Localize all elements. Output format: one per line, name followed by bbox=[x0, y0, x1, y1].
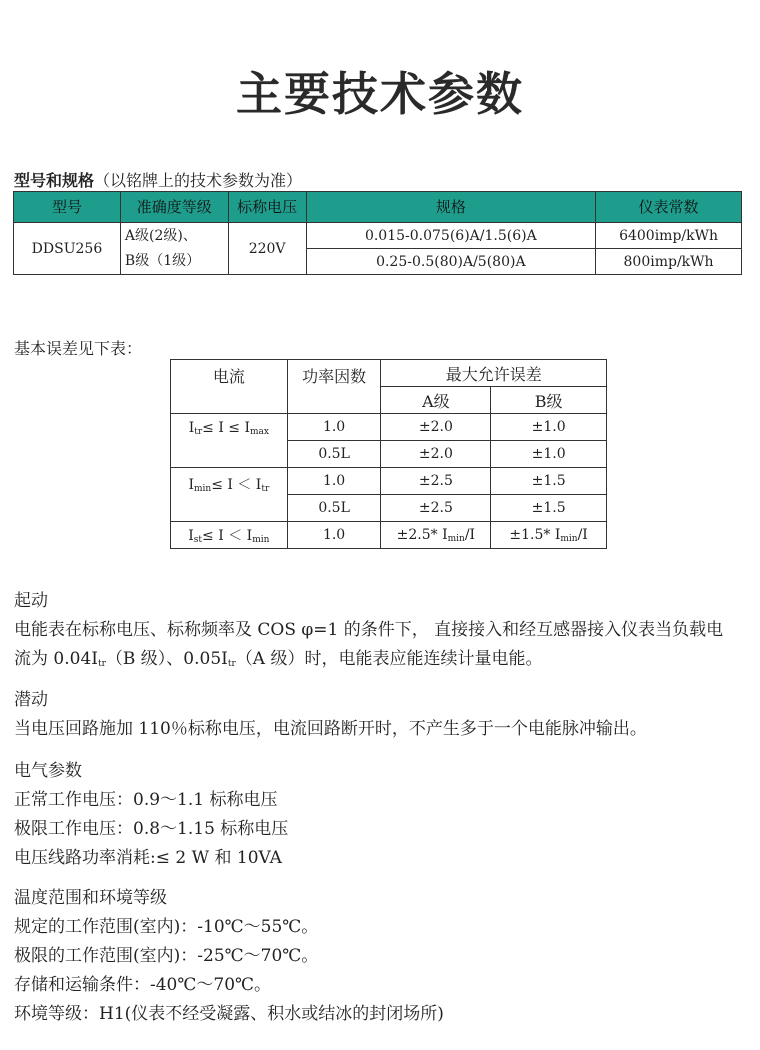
head-max-err: 最大允许误差 bbox=[381, 360, 607, 387]
model-cell: DDSU256 bbox=[14, 223, 121, 275]
col-constant: 仪表常数 bbox=[596, 192, 742, 223]
pf-cell: 1.0 bbox=[287, 468, 381, 495]
spec-cell: 0.25-0.5(80)A/5(80)A bbox=[306, 249, 596, 275]
table-row bbox=[171, 468, 607, 495]
startup-text: （B 级）、0.05I bbox=[105, 649, 228, 669]
spec-table bbox=[13, 191, 742, 275]
a-val: ±2.5* I bbox=[396, 526, 448, 543]
cur-sub: min bbox=[193, 484, 212, 494]
a-cell: ±2.5 bbox=[381, 495, 491, 522]
pf-cell: 1.0 bbox=[287, 522, 381, 549]
cur-sub: min bbox=[252, 535, 270, 545]
pf-cell: 0.5L bbox=[287, 495, 381, 522]
cur-sym: I bbox=[188, 528, 194, 544]
temperature-line: 规定的工作范围(室内)：-10℃～55℃。 bbox=[14, 917, 319, 937]
cur-sub: tr bbox=[261, 484, 270, 494]
b-sub: min bbox=[560, 533, 578, 544]
electrical-heading: 电气参数 bbox=[14, 761, 82, 781]
spec-header-row bbox=[14, 192, 742, 223]
current-range bbox=[171, 522, 288, 549]
startup-sub: tr bbox=[227, 659, 236, 669]
electrical-line: 电压线路功率消耗:≤ 2 W 和 10VA bbox=[14, 848, 282, 868]
creep-section bbox=[14, 686, 647, 744]
cur-sym: I bbox=[188, 477, 194, 493]
startup-line-2 bbox=[14, 645, 723, 679]
startup-heading: 起动 bbox=[14, 591, 48, 611]
creep-text: 当电压回路施加 110％标称电压，电流回路断开时，不产生多于一个电能脉冲输出。 bbox=[14, 719, 647, 739]
startup-sub: tr bbox=[97, 659, 106, 669]
a-cell: ±2.0 bbox=[381, 441, 491, 468]
pf-cell: 0.5L bbox=[287, 441, 381, 468]
cur-op: ≤ I ＜ I bbox=[202, 528, 253, 544]
cur-sub: st bbox=[193, 535, 203, 545]
electrical-section bbox=[14, 757, 288, 873]
cur-sym: I bbox=[188, 420, 195, 436]
spec-cell: 0.015-0.075(6)A/1.5(6)A bbox=[306, 223, 596, 249]
cur-sub: max bbox=[250, 427, 269, 437]
startup-text: （A 级）时，电能表应能连续计量电能。 bbox=[235, 649, 543, 669]
table-row bbox=[171, 414, 607, 441]
temperature-heading: 温度范围和环境等级 bbox=[14, 888, 167, 908]
temperature-line: 存储和运输条件：-40℃～70℃。 bbox=[14, 975, 272, 995]
head-a: A级 bbox=[381, 387, 491, 414]
error-table bbox=[170, 359, 607, 549]
startup-text: 流为 0.04I bbox=[14, 649, 98, 669]
b-cell: ±1.0 bbox=[491, 414, 607, 441]
head-pf: 功率因数 bbox=[287, 360, 381, 414]
spec-row bbox=[14, 223, 742, 249]
b-cell: ±1.0 bbox=[491, 441, 607, 468]
a-sub: min bbox=[447, 533, 465, 544]
temperature-section bbox=[14, 884, 444, 1029]
constant-cell: 800imp/kWh bbox=[596, 249, 742, 275]
cur-op: ≤ I ≤ I bbox=[202, 420, 251, 436]
a-cell: ±2.5 bbox=[381, 468, 491, 495]
electrical-line: 正常工作电压：0.9～1.1 标称电压 bbox=[14, 790, 278, 810]
electrical-line: 极限工作电压：0.8～1.15 标称电压 bbox=[14, 819, 289, 839]
current-range bbox=[171, 414, 288, 468]
col-spec: 规格 bbox=[306, 192, 596, 223]
current-range bbox=[171, 468, 288, 522]
startup-section bbox=[14, 587, 723, 679]
accuracy-cell bbox=[120, 223, 228, 275]
col-model: 型号 bbox=[14, 192, 121, 223]
col-voltage: 标称电压 bbox=[228, 192, 306, 223]
table-row bbox=[171, 522, 607, 549]
spec-heading-note: （以铭牌上的技术参数为准） bbox=[94, 171, 303, 190]
error-header-row bbox=[171, 360, 607, 387]
temperature-line: 极限的工作范围(室内)：-25℃～70℃。 bbox=[14, 946, 319, 966]
page-title: 主要技术参数 bbox=[236, 67, 524, 121]
a-tail: /I bbox=[464, 526, 476, 543]
b-val: ±1.5* I bbox=[509, 526, 561, 543]
constant-cell: 6400imp/kWh bbox=[596, 223, 742, 249]
a-cell: ±2.0 bbox=[381, 414, 491, 441]
accuracy-b: B级（1级） bbox=[124, 252, 201, 269]
b-cell: ±1.5 bbox=[491, 468, 607, 495]
creep-heading: 潜动 bbox=[14, 690, 48, 710]
spec-heading bbox=[14, 168, 302, 191]
pf-cell: 1.0 bbox=[287, 414, 381, 441]
head-b: B级 bbox=[491, 387, 607, 414]
voltage-cell: 220V bbox=[228, 223, 306, 275]
head-current: 电流 bbox=[171, 360, 288, 414]
b-cell bbox=[491, 522, 607, 549]
cur-op: ≤ I ＜ I bbox=[211, 477, 262, 493]
temperature-line: 环境等级：H1(仪表不经受凝露、积水或结冰的封闭场所) bbox=[14, 1004, 444, 1024]
b-cell: ±1.5 bbox=[491, 495, 607, 522]
startup-line-1: 电能表在标称电压、标称频率及 COS φ=1 的条件下， 直接接入和经互感器接入仪表当负载电 bbox=[14, 620, 724, 640]
b-tail: /I bbox=[577, 526, 588, 543]
col-accuracy: 准确度等级 bbox=[120, 192, 228, 223]
a-cell bbox=[381, 522, 491, 549]
cur-sub: tr bbox=[194, 427, 203, 437]
spec-heading-title: 型号和规格 bbox=[14, 171, 95, 190]
error-table-label: 基本误差见下表： bbox=[14, 339, 143, 358]
accuracy-a: A级(2级)、 bbox=[124, 227, 197, 244]
